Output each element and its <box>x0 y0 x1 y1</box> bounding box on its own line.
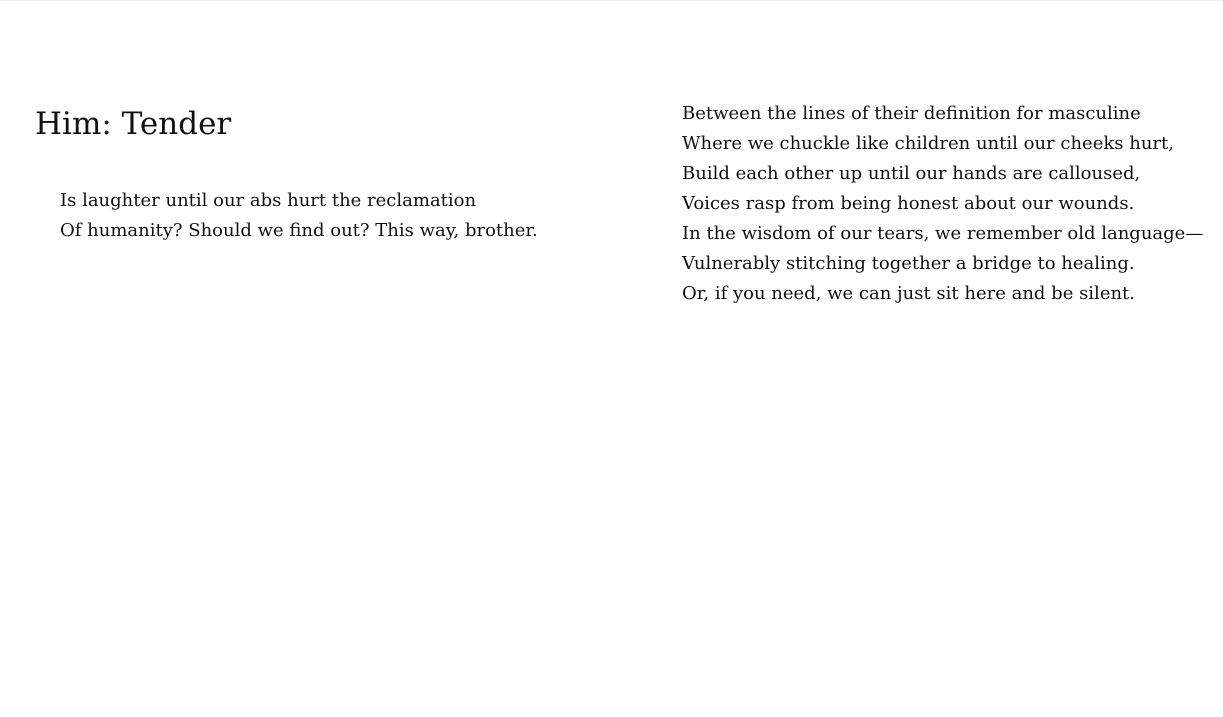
left-stanza <box>60 186 620 246</box>
poem-line: Voices rasp from being honest about our wounds. <box>682 193 1135 214</box>
poem-left-column <box>35 104 625 241</box>
poem-right-column <box>682 99 1202 309</box>
poem-title: Him: Tender <box>35 106 232 142</box>
poem-line: Between the lines of their definition for masculine <box>682 103 1141 124</box>
top-divider <box>0 0 1223 1</box>
poem-line: Vulnerably stitching together a bridge to healing. <box>682 253 1135 274</box>
poem-line: Build each other up until our hands are calloused, <box>682 163 1141 184</box>
poem-line: Is laughter until our abs hurt the reclamation <box>60 190 477 211</box>
poem-line: Where we chuckle like children until our cheeks hurt, <box>682 133 1174 154</box>
poem-line: In the wisdom of our tears, we remember old language— <box>682 223 1204 244</box>
poem-line: Of humanity? Should we find out? This way, brother. <box>60 220 538 241</box>
poem-line: Or, if you need, we can just sit here and be silent. <box>682 283 1136 304</box>
